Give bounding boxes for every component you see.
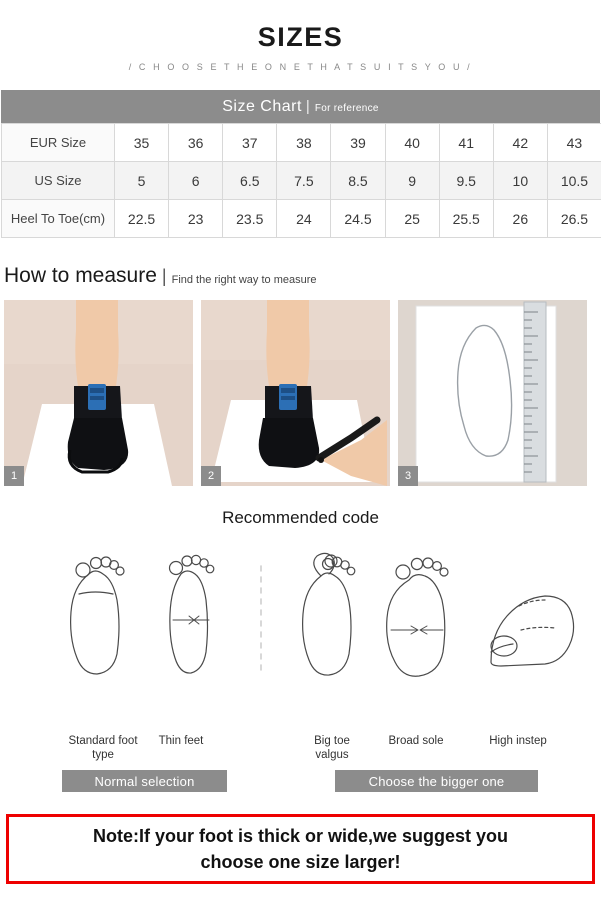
table-row — [2, 200, 601, 238]
recommendation-buttons-row — [0, 770, 601, 800]
foot-labels-row — [0, 734, 601, 768]
table-cell: 24.5 — [331, 200, 385, 238]
recommended-title: Recommended code — [222, 508, 379, 527]
table-cell: 9.5 — [439, 162, 493, 200]
step-badge-1: 1 — [4, 466, 24, 486]
foot-label-big-toe-valgus: Big toe valgus — [314, 735, 350, 762]
table-cell: 37 — [223, 124, 277, 162]
note-line-1: Note:If your foot is thick or wide,we suggest you — [92, 825, 509, 846]
table-cell: 7.5 — [277, 162, 331, 200]
foot-label-high-instep: High instep — [489, 735, 547, 747]
row-label: EUR Size — [2, 124, 115, 162]
size-chart-note: For reference — [314, 103, 379, 114]
step-badge-2: 2 — [201, 466, 221, 486]
note-box — [6, 814, 595, 884]
table-cell: 23.5 — [223, 200, 277, 238]
step-badge-3: 3 — [398, 466, 418, 486]
row-label: Heel To Toe(cm) — [2, 200, 115, 238]
table-cell: 22.5 — [115, 200, 169, 238]
page-subtitle: / C H O O S E T H E O N E T H A T S U I T S Y O U / — [128, 62, 473, 72]
table-cell: 36 — [169, 124, 223, 162]
table-cell: 35 — [115, 124, 169, 162]
table-cell: 10 — [493, 162, 547, 200]
table-cell: 26.5 — [547, 200, 601, 238]
how-to-measure-subtitle: Find the right way to measure — [171, 274, 317, 286]
feet-diagram — [21, 534, 581, 694]
measure-illustration-1 — [4, 300, 193, 486]
measure-photo-3 — [398, 300, 587, 486]
table-cell: 9 — [385, 162, 439, 200]
row-label: US Size — [2, 162, 115, 200]
table-cell: 10.5 — [547, 162, 601, 200]
measure-photo-row — [0, 300, 601, 486]
table-row — [2, 162, 601, 200]
page-title: SIZES — [257, 22, 344, 52]
table-cell: 5 — [115, 162, 169, 200]
table-cell: 42 — [493, 124, 547, 162]
normal-selection-button[interactable]: Normal selection — [62, 770, 227, 792]
table-cell: 25 — [385, 200, 439, 238]
header — [0, 0, 601, 72]
table-cell: 23 — [169, 200, 223, 238]
table-cell: 24 — [277, 200, 331, 238]
foot-label-thin: Thin feet — [158, 735, 204, 747]
table-cell: 8.5 — [331, 162, 385, 200]
measure-illustration-2 — [201, 300, 390, 486]
table-cell: 25.5 — [439, 200, 493, 238]
table-cell: 38 — [277, 124, 331, 162]
measure-photo-1 — [4, 300, 193, 486]
size-chart-separator: | — [305, 98, 310, 115]
table-cell: 41 — [439, 124, 493, 162]
foot-label-broad-sole: Broad sole — [388, 735, 444, 747]
table-cell: 6.5 — [223, 162, 277, 200]
choose-bigger-one-button[interactable]: Choose the bigger one — [335, 770, 538, 792]
table-cell: 40 — [385, 124, 439, 162]
size-chart-section — [0, 90, 601, 238]
size-chart-table — [1, 123, 601, 238]
how-to-measure-title: How to measure — [4, 264, 157, 287]
how-to-measure-separator: | — [161, 266, 167, 286]
feet-diagram-area — [0, 534, 601, 734]
table-cell: 39 — [331, 124, 385, 162]
foot-label-standard: Standard foot type — [68, 735, 138, 762]
table-cell: 6 — [169, 162, 223, 200]
note-line-2: choose one size larger! — [200, 852, 401, 872]
table-cell: 43 — [547, 124, 601, 162]
size-chart-header-bar — [1, 90, 600, 123]
how-to-measure-heading — [0, 264, 601, 288]
size-chart-title: Size Chart — [222, 97, 302, 115]
table-cell: 26 — [493, 200, 547, 238]
measure-illustration-3 — [398, 300, 587, 486]
table-row — [2, 124, 601, 162]
measure-photo-2 — [201, 300, 390, 486]
